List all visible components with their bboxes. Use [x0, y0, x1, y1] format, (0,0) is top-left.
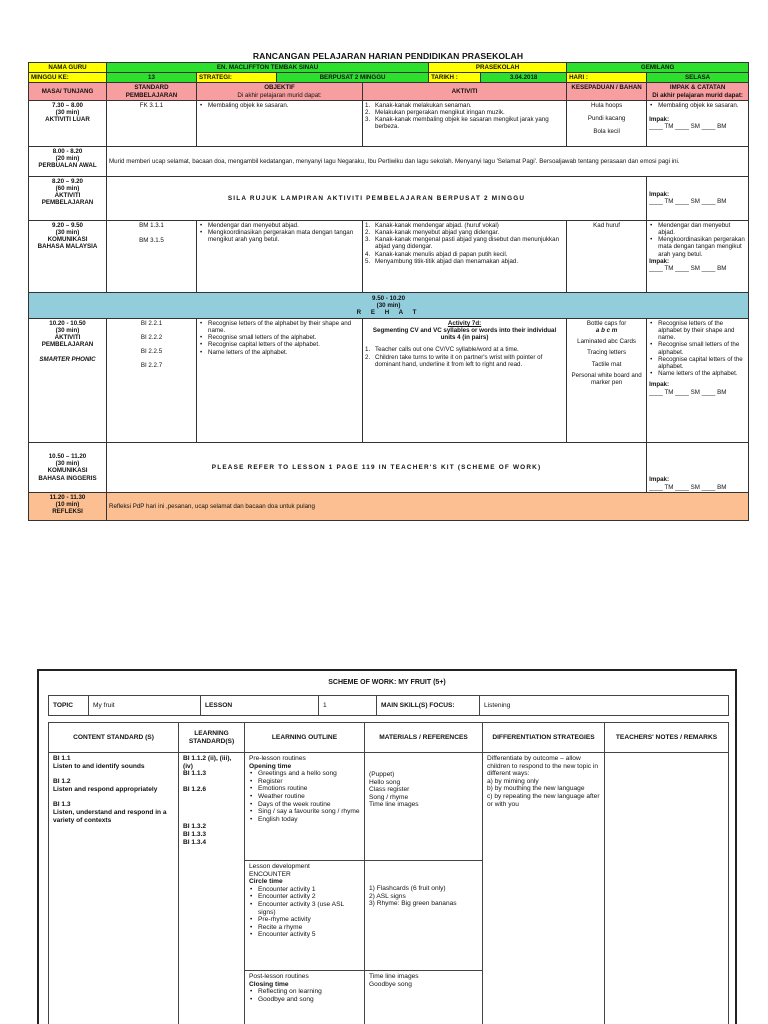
impact-label: Impak:: [649, 191, 670, 199]
activity-cell: [363, 100, 567, 146]
material-item: Tracing letters: [587, 349, 627, 357]
content-text: Listen and respond appropriately: [53, 785, 158, 793]
outline-item: • Encounter activity 5: [249, 931, 360, 939]
impact-label: Impak:: [649, 116, 670, 124]
objective-cell: [197, 220, 363, 292]
objective-item: • Membaling objek ke sasaran.: [199, 102, 360, 109]
outline-item: • Recite a rhyme: [249, 924, 360, 932]
standard-code: BM 3.1.5: [139, 237, 164, 245]
day-label: HARI :: [567, 73, 647, 83]
outline-title: Closing time: [249, 980, 289, 988]
duration: (30 min): [376, 301, 401, 309]
outline-item: • Pre-rhyme activity: [249, 916, 360, 924]
objective-cell: [197, 100, 363, 146]
duration: (30 min): [55, 229, 80, 237]
materials-cell: [365, 753, 483, 861]
greeting-text: Murid memberi ucap selamat, bacaan doa, mengambil kedatangan, menyanyi lagu Negaraku, Ibu Pertiwiku dan lagu sekolah. Menyanyi lagu 'Selamat Pagi'. Bersoaljawab tentang perasaan dan emosi pagi ini.: [107, 146, 749, 176]
impact-rating: ____ TM ____ SM ____ BM: [649, 198, 727, 206]
activity-item: 5. Menyambung titik-titik abjad dan menamakan abjad.: [365, 257, 519, 265]
session-name: BAHASA MALAYSIA: [37, 243, 98, 251]
learning-standards-cell: [179, 753, 245, 1024]
outline-item: • Weather routine: [249, 793, 360, 801]
outline-intro: Pre-lesson routines: [249, 755, 306, 762]
content-code: BI 1.2: [53, 778, 71, 786]
objective-item: • Mendengar dan menyebut abjad.: [199, 222, 360, 229]
material-item: Hello song: [369, 778, 401, 786]
duration: (30 min): [55, 109, 80, 117]
activity-item: 1. Kanak-kanak mendengar abjad. (huruf vokal): [365, 221, 499, 229]
content-code: BI 1.3: [53, 801, 71, 809]
scheme-table: [48, 722, 729, 1024]
outline-cell: [245, 753, 365, 861]
activity-header: AKTIVITI: [363, 83, 567, 100]
time-range: 8.00 - 8.20: [52, 147, 83, 155]
date-label: TARIKH :: [429, 73, 481, 83]
standard-code: BI 2.2.1: [140, 319, 163, 327]
objective-item: • Recognise letters of the alphabet by their shape and name.: [199, 320, 360, 334]
material-item: Laminated abc Cards: [577, 338, 636, 346]
impact-cell: [647, 100, 749, 146]
lesson-plan-table: [28, 62, 749, 521]
day-value: SELASA: [647, 73, 749, 83]
session-time: [29, 176, 107, 220]
material-item: Pundi kacang: [587, 115, 626, 123]
notes-cell: [605, 753, 729, 1024]
objective-item: • Recognise small letters of the alphabet.: [199, 334, 360, 341]
standard-code: BM 1.3.1: [139, 221, 164, 229]
material-item: Bola kecil: [593, 128, 620, 136]
duration: (30 min): [55, 460, 80, 468]
material-item: Personal white board and marker pen: [571, 371, 642, 387]
refer-attachment-text: SILA RUJUK LAMPIRAN AKTIVITI PEMBELAJARAN BERPUSAT 2 MINGGU: [107, 176, 647, 220]
teacher-row: [29, 63, 749, 73]
materials-cell: [567, 100, 647, 146]
session-time: [29, 318, 107, 442]
impact-label: Impak:: [649, 381, 670, 389]
page-title: RANCANGAN PELAJARAN HARIAN PENDIDIKAN PRASEKOLAH: [252, 51, 524, 61]
time-range: 9.50 - 10.20: [372, 294, 406, 302]
time-range: 11.20 - 11.30: [49, 493, 86, 501]
standard-code: BI 2.2.2: [140, 334, 163, 342]
notes-header: TEACHERS' NOTES / REMARKS: [605, 723, 729, 753]
outline-item: • Days of the week routine: [249, 801, 360, 809]
time-range: 8.20 – 9.20: [52, 177, 83, 185]
impact-cell: [647, 318, 749, 442]
session-malay: [29, 220, 749, 292]
session-name: AKTIVITI LUAR: [45, 116, 90, 124]
content-code: BI 1.1: [53, 755, 71, 762]
standard-cell: [107, 318, 197, 442]
content-text: Listen to and identify sounds: [53, 762, 145, 770]
session-outdoor: [29, 100, 749, 146]
materials-cell: [365, 971, 483, 1024]
content-standards-cell: [49, 753, 179, 1024]
material-item: 3) Rhyme: Big green bananas: [369, 900, 457, 908]
outline-item: • Register: [249, 778, 360, 786]
activity-item: 4. Kanak-kanak menulis abjad di papan putih kecil.: [365, 250, 508, 258]
standard-header: STANDARD PEMBELAJARAN: [107, 83, 197, 100]
topic-table: [48, 695, 729, 716]
session-name: AKTIVITI: [54, 334, 81, 342]
material-item: Goodbye song: [369, 980, 412, 988]
session-english: [29, 442, 749, 492]
learning-code: BI 1.1.2 (ii), (iii), (iv): [183, 755, 232, 770]
topic-value: My fruit: [89, 696, 201, 716]
session-time: [29, 100, 107, 146]
learning-code: BI 1.2.6: [183, 785, 207, 793]
objective-header: [197, 83, 363, 100]
topic-label: TOPIC: [49, 696, 89, 716]
session-reflection: [29, 492, 749, 520]
impact-header: [647, 83, 749, 100]
teacher-label: NAMA GURU: [29, 63, 107, 73]
time-range: 7.30 – 8.00: [52, 101, 83, 109]
outline-cell: [245, 971, 365, 1024]
impact-rating: ____ TM ____ SM ____ BM: [649, 388, 727, 396]
outline-item: • English today: [249, 816, 360, 824]
teacher-name: EN. MACLIFFTON TEMBAK SINAU: [107, 63, 429, 73]
material-item: Tactile mat: [591, 360, 622, 368]
outline-item: • Emotions routine: [249, 785, 360, 793]
outline-item: • Encounter activity 3 (use ASL signs): [249, 901, 360, 916]
duration: (10 min): [55, 501, 80, 509]
material-item: Bottle caps for: [586, 319, 627, 327]
time-range: 10.50 – 11.20: [48, 452, 87, 460]
material-item: Hula hoops: [590, 101, 623, 109]
material-item: (Puppet): [369, 771, 395, 778]
impact-label: Impak:: [649, 257, 670, 265]
material-item: Time line images: [369, 801, 419, 809]
session-name: PERBUALAN AWAL: [38, 162, 97, 170]
scheme-row: [49, 753, 729, 861]
impact-item: • Mendengar dan menyebut abjad.: [649, 222, 746, 236]
material-item: 2) ASL signs: [369, 892, 406, 900]
refer-lesson-text: PLEASE REFER TO LESSON 1 PAGE 119 IN TEACHER'S KIT (SCHEME OF WORK): [107, 442, 647, 492]
scheme-title: SCHEME OF WORK: MY FRUIT (5+): [328, 679, 446, 686]
standard-code: BI 2.2.7: [140, 362, 163, 370]
activity-title: Activity 7d:: [447, 319, 482, 327]
learning-code: BI 1.3.4: [183, 838, 207, 846]
scheme-of-work-page: [37, 669, 737, 1024]
content-header: CONTENT STANDARD (S): [49, 723, 179, 753]
week-label: MINGGU KE:: [29, 73, 107, 83]
outline-title: Circle time: [249, 878, 283, 886]
lesson-value: 1: [319, 696, 377, 716]
impact-subtitle: Di akhir pelajaran murid dapat:: [652, 91, 743, 99]
lesson-label: LESSON: [201, 696, 319, 716]
impact-rating: ____ TM ____ SM ____ BM: [649, 265, 727, 273]
session-subname: SMARTER PHONIC: [39, 355, 96, 363]
content-text: Listen, understand and respond in a variety of contexts: [53, 808, 167, 824]
outline-cell: [245, 861, 365, 971]
topic-row: [49, 696, 729, 716]
strategy-value: BERPUSAT 2 MINGGU: [277, 73, 429, 83]
break-row: [29, 292, 749, 318]
outline-title: Opening time: [249, 762, 292, 770]
impact-title: IMPAK & CATATAN: [669, 84, 726, 92]
objective-item: • Name letters of the alphabet.: [199, 349, 360, 356]
session-name: KOMUNIKASI: [47, 467, 88, 475]
focus-value: Listening: [480, 696, 729, 716]
activity-cell: [363, 220, 567, 292]
session-name: REFLEKSI: [52, 508, 83, 516]
time-range: 9.20 – 9.50: [52, 221, 83, 229]
time-header: MASA/ TUNJANG: [29, 83, 107, 100]
session-name: KOMUNIKASI: [47, 236, 88, 244]
outline-item: • Encounter activity 2: [249, 893, 360, 901]
duration: (20 min): [55, 155, 80, 163]
outline-item: • Reflecting on learning: [249, 988, 360, 996]
activity-item: 2. Kanak-kanak menyebut abjad yang didengar.: [365, 229, 500, 237]
session-time: [29, 220, 107, 292]
lesson-plan-page: [28, 51, 748, 521]
impact-cell: [647, 442, 749, 492]
outline-intro: Lesson development: [249, 863, 310, 870]
impact-item: • Recognise capital letters of the alphabet.: [649, 356, 746, 370]
outline-intro: Post-lesson routines: [249, 973, 309, 980]
scheme-header-row: [49, 723, 729, 753]
objective-item: • Mengkoordinasikan pergerakan mata dengan tangan mengikut arah yang betul.: [199, 229, 360, 243]
date-value: 3.04.2018: [481, 73, 567, 83]
objective-title: OBJEKTIF: [264, 84, 295, 92]
outline-item: • Encounter activity 1: [249, 886, 360, 894]
activity-item: 3. Kanak-kanak mengenal pasti abjad yang disebut dan menunjukkan abjad yang didengar.: [365, 236, 560, 251]
material-item: Time line images: [369, 973, 419, 980]
impact-item: • Name letters of the alphabet.: [649, 370, 746, 377]
materials-header: KESEPADUAN / BAHAN: [567, 83, 647, 100]
impact-cell: [647, 220, 749, 292]
focus-label: MAIN SKILL(S) FOCUS:: [377, 696, 480, 716]
standard-cell: [107, 220, 197, 292]
impact-item: • Mengkoordinasikan pergerakan mata dengan tangan mengikut arah yang betul.: [649, 236, 746, 258]
impact-rating: ____ TM ____ SM ____ BM: [649, 123, 727, 131]
learning-code: BI 1.3.3: [183, 830, 207, 838]
break-label: R E H A T: [356, 308, 421, 316]
materials-cell: Kad huruf: [567, 220, 647, 292]
learning-code: BI 1.3.2: [183, 823, 207, 831]
material-item: 1) Flashcards (6 fruit only): [369, 885, 446, 892]
activity-cell: [363, 318, 567, 442]
header-row: [29, 83, 749, 100]
learning-code: BI 1.1.3: [183, 770, 207, 778]
outline-header: LEARNING OUTLINE: [245, 723, 365, 753]
objective-cell: [197, 318, 363, 442]
preschool-label: PRASEKOLAH: [429, 63, 567, 73]
session-phonics: [29, 318, 749, 442]
reflection-text: Refleksi PdP hari ini ,pesanan, ucap selamat dan bacaan doa untuk pulang: [107, 492, 749, 520]
standard-cell: FK 3.1.1: [107, 100, 197, 146]
activity-subtitle: Segmenting CV and VC syllables or words into their individual units 4 (in pairs): [372, 327, 557, 342]
materials-cell: [365, 861, 483, 971]
outline-item: • Goodbye and song: [249, 996, 360, 1004]
materials-cell: [567, 318, 647, 442]
session-name: AKTIVITI: [54, 192, 81, 200]
strategy-label: STRATEGI:: [197, 73, 277, 83]
impact-item: • Recognise small letters of the alphabet.: [649, 341, 746, 355]
session-time: [29, 492, 107, 520]
activity-item: 2. Children take turns to write it on partner's wrist with pointer of dominant hand, underline it from left to right and read.: [365, 353, 543, 368]
material-item: Song / rhyme: [369, 793, 409, 801]
duration: (30 min): [55, 327, 80, 335]
session-greeting: [29, 146, 749, 176]
learning-header: LEARNING STANDARD(S): [179, 723, 245, 753]
session-learning: [29, 176, 749, 220]
impact-item: • Membaling objek ke sasaran.: [649, 102, 746, 109]
outline-intro: ENCOUNTER: [249, 870, 291, 878]
differentiation-header: DIFFERENTIATION STRATEGIES: [483, 723, 605, 753]
impact-label: Impak:: [649, 476, 670, 484]
impact-item: • Recognise letters of the alphabet by their shape and name.: [649, 320, 746, 342]
standard-code: BI 2.2.5: [140, 348, 163, 356]
outline-item: • Sing / say a favourite song / rhyme: [249, 808, 360, 816]
impact-cell: [647, 176, 749, 220]
duration: (60 min): [55, 185, 80, 193]
material-item: a b c m: [595, 327, 618, 335]
activity-item: 1. Teacher calls out one CV/VC syllable/word at a time.: [365, 346, 519, 354]
material-item: Class register: [369, 786, 410, 794]
materials-header: MATERIALS / REFERENCES: [365, 723, 483, 753]
session-time: [29, 146, 107, 176]
impact-rating: ____ TM ____ SM ____ BM: [649, 483, 727, 491]
activity-item: 3. Kanak-kanak membaling objek ke sasaran mengikut jarak yang berbeza.: [365, 116, 549, 131]
objective-subtitle: Di akhir pelajaran murid dapat:: [237, 91, 322, 99]
session-name: BAHASA INGGERIS: [38, 474, 97, 482]
break-cell: [29, 292, 749, 318]
outline-item: • Greetings and a hello song: [249, 770, 360, 778]
session-time: [29, 442, 107, 492]
time-range: 10.20 - 10.50: [49, 319, 86, 327]
activity-item: 1. Kanak-kanak melakukan senaman.: [365, 101, 472, 109]
objective-item: • Recognise capital letters of the alphabet.: [199, 341, 360, 348]
activity-item: 2. Melakukan pergerakan mengikut iringan muzik.: [365, 109, 505, 117]
week-row: [29, 73, 749, 83]
week-number: 13: [107, 73, 197, 83]
differentiation-cell: Differentiate by outcome – allow children to respond to the new topic in different ways: a) by miming only b) by mouthing the new language c) by repeating the new language after or with you: [483, 753, 605, 1024]
session-name: PEMBELAJARAN: [41, 341, 94, 349]
class-name: GEMILANG: [567, 63, 749, 73]
session-name: PEMBELAJARAN: [41, 199, 94, 207]
